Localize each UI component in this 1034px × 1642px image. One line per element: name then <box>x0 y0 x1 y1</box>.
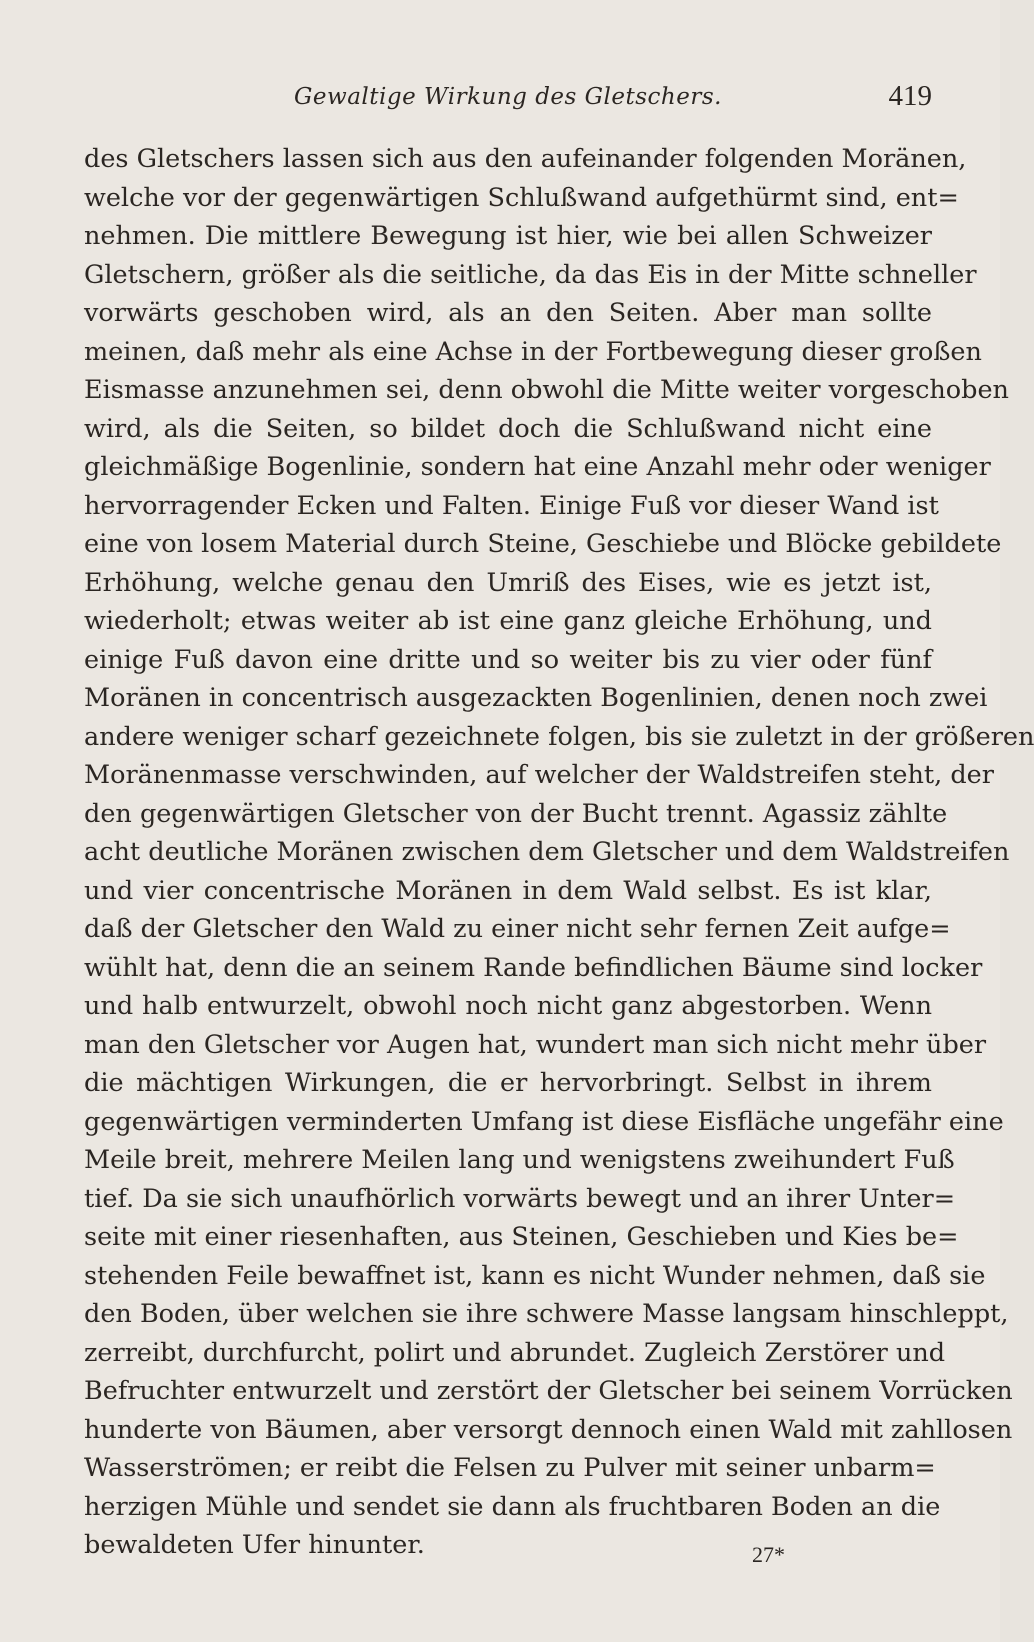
text-line: Moränen in concentrisch ausgezackten Bogenlinien, denen noch zwei <box>84 683 988 713</box>
text-line: daß der Gletscher den Wald zu einer nicht sehr fernen Zeit aufge= <box>84 914 951 944</box>
text-line: des Gletschers lassen sich aus den aufeinander folgenden Moränen, <box>84 144 967 174</box>
text-line: wühlt hat, denn die an seinem Rande befindlichen Bäume sind locker <box>84 952 983 983</box>
text-line: eine von losem Material durch Steine, Geschiebe und Blöcke gebildete <box>84 529 1002 559</box>
body-text <box>84 140 1034 1565</box>
running-head <box>84 80 932 124</box>
text-line: Gletschern, größer als die seitliche, da das Eis in der Mitte schneller <box>84 259 977 290</box>
text-line: Wasserströmen; er reibt die Felsen zu Pulver mit seiner unbarm= <box>84 1453 936 1483</box>
text-line: wiederholt; etwas weiter ab ist eine ganz gleiche Erhöhung, und <box>84 606 932 636</box>
text-line: acht deutliche Moränen zwischen dem Gletscher und dem Waldstreifen <box>84 837 1010 867</box>
text-line: andere weniger scharf gezeichnete folgen, bis sie zuletzt in der größeren <box>84 721 1034 752</box>
text-line: wird, als die Seiten, so bildet doch die Schlußwand nicht eine <box>84 413 932 444</box>
text-line: tief. Da sie sich unaufhörlich vorwärts bewegt und an ihrer Unter= <box>84 1183 956 1214</box>
text-line: meinen, daß mehr als eine Achse in der Fortbewegung dieser großen <box>84 336 982 367</box>
text-line: herzigen Mühle und sendet sie dann als fruchtbaren Boden an die <box>84 1491 941 1522</box>
text-line: und halb entwurzelt, obwohl noch nicht ganz abgestorben. Wenn <box>84 991 932 1021</box>
text-line: hunderte von Bäumen, aber versorgt dennoch einen Wald mit zahllosen <box>84 1414 1013 1445</box>
text-line: stehenden Feile bewaffnet ist, kann es nicht Wunder nehmen, daß sie <box>84 1260 986 1291</box>
text-line: den gegenwärtigen Gletscher von der Bucht trennt. Agassiz zählte <box>84 798 948 829</box>
text-line: vorwärts geschoben wird, als an den Seiten. Aber man sollte <box>84 298 932 328</box>
text-line: Erhöhung, welche genau den Umriß des Eises, wie es jetzt ist, <box>84 567 932 598</box>
text-line: den Boden, über welchen sie ihre schwere Masse langsam hinschleppt, <box>84 1299 1009 1329</box>
text-line: und vier concentrische Moränen in dem Wald selbst. Es ist klar, <box>84 875 932 906</box>
text-line: zerreibt, durchfurcht, polirt und abrundet. Zugleich Zerstörer und <box>84 1337 946 1368</box>
text-line: welche vor der gegenwärtigen Schlußwand aufgethürmt sind, ent= <box>84 182 959 213</box>
text-line: nehmen. Die mittlere Bewegung ist hier, wie bei allen Schweizer <box>84 221 932 251</box>
text-line: Befruchter entwurzelt und zerstört der Gletscher bei seinem Vorrücken <box>84 1376 1013 1406</box>
text-line: gegenwärtigen verminderten Umfang ist diese Eisfläche ungefähr eine <box>84 1106 1004 1137</box>
text-line: seite mit einer riesenhaften, aus Steinen, Geschieben und Kies be= <box>84 1222 959 1252</box>
text-line: die mächtigen Wirkungen, die er hervorbringt. Selbst in ihrem <box>84 1068 932 1098</box>
text-line: Meile breit, mehrere Meilen lang und wenigstens zweihundert Fuß <box>84 1145 955 1175</box>
text-line: man den Gletscher vor Augen hat, wundert man sich nicht mehr über <box>84 1029 987 1060</box>
text-line: einige Fuß davon eine dritte und so weiter bis zu vier oder fünf <box>84 644 932 675</box>
text-line: hervorragender Ecken und Falten. Einige Fuß vor dieser Wand ist <box>84 490 939 521</box>
text-line: Eismasse anzunehmen sei, denn obwohl die Mitte weiter vorgeschoben <box>84 375 1009 405</box>
text-line: bewaldeten Ufer hinunter. <box>84 1530 425 1560</box>
text-line: gleichmäßige Bogenlinie, sondern hat eine Anzahl mehr oder weniger <box>84 452 991 482</box>
running-title: Gewaltige Wirkung des Gletschers. <box>294 84 722 110</box>
text-line: Moränenmasse verschwinden, auf welcher der Waldstreifen steht, der <box>84 760 994 790</box>
printer-signature: 27* <box>752 1542 785 1567</box>
page-number: 419 <box>888 80 932 112</box>
